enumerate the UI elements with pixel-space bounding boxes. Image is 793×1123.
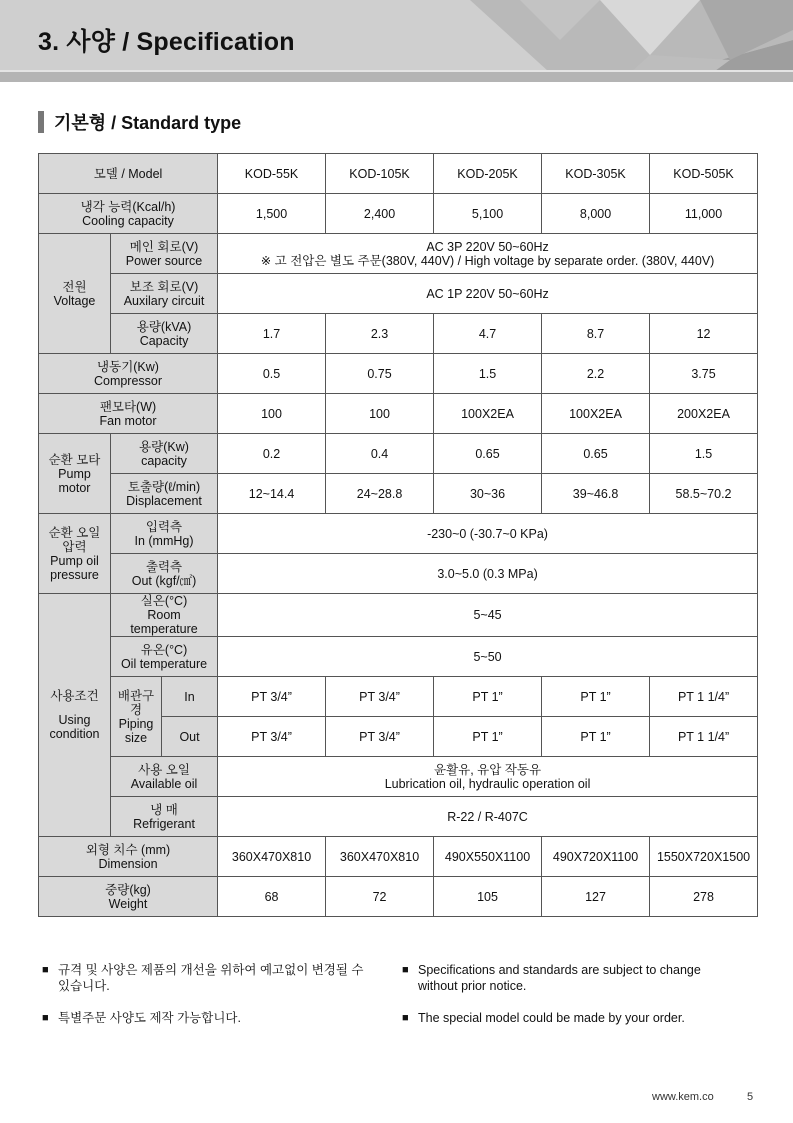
- room-temp-label-en2: temperature: [130, 622, 198, 636]
- note-en-1-line1: Specifications and standards are subject to change: [418, 963, 701, 977]
- note-ko-2: [42, 1010, 372, 1026]
- weight-cell: 105: [434, 877, 542, 917]
- note-ko-1-text: [58, 962, 364, 994]
- model-cell: KOD-205K: [434, 154, 542, 194]
- available-oil-label-ko: 사용 오일: [138, 762, 190, 777]
- compressor-cell: 3.75: [650, 354, 758, 394]
- bullet-icon: ■: [402, 964, 409, 976]
- piping-in-label: In: [162, 677, 218, 717]
- voltage-label-ko: 전원: [62, 279, 87, 294]
- compressor-label-en: Compressor: [93, 373, 163, 388]
- available-oil-label-en: Available oil: [130, 776, 198, 791]
- spec-table: [38, 153, 758, 917]
- pressure-out-value: 3.0~5.0 (0.3 MPa): [218, 554, 758, 594]
- table-row-pump-pressure-out: [39, 554, 758, 594]
- section-marker: [38, 111, 44, 133]
- pump-capacity-label-en: capacity: [141, 453, 187, 468]
- section-title: 기본형 / Standard type: [54, 113, 242, 133]
- dimension-cell: 360X470X810: [218, 837, 326, 877]
- available-oil-value-en: Lubrication oil, hydraulic operation oil: [384, 776, 591, 791]
- pressure-in-label-ko: 입력측: [145, 519, 183, 534]
- note-en-1-text: [418, 962, 701, 994]
- dimension-label: [39, 837, 218, 877]
- table-row-cooling: [39, 194, 758, 234]
- compressor-cell: 2.2: [542, 354, 650, 394]
- fan-motor-cell: 200X2EA: [650, 394, 758, 434]
- pump-motor-label-en2: motor: [58, 480, 91, 495]
- bullet-icon: ■: [42, 964, 49, 976]
- refrigerant-label: [111, 797, 218, 837]
- room-temp-label: [111, 594, 218, 637]
- power-source-label-ko: 메인 회로(V): [129, 239, 199, 254]
- pump-pressure-label-en2: pressure: [50, 567, 99, 582]
- pump-motor-label-ko: 순환 모타: [48, 452, 101, 467]
- capacity-kva-cell: 12: [650, 314, 758, 354]
- power-source-value-line2: ※ 고 전압은 별도 주문(380V, 440V) / High voltage by separate order. (380V, 440V): [260, 253, 715, 268]
- note-en-2: [402, 1010, 742, 1026]
- condition-label-ko: 사용조건: [50, 689, 99, 703]
- power-source-label: [111, 234, 218, 274]
- capacity-kva-cell: 8.7: [542, 314, 650, 354]
- pressure-in-label: [111, 514, 218, 554]
- compressor-cell: 0.75: [326, 354, 434, 394]
- table-row-compressor: [39, 354, 758, 394]
- aux-circuit-label: [111, 274, 218, 314]
- dimension-cell: 360X470X810: [326, 837, 434, 877]
- table-row-pump-pressure-in: [39, 514, 758, 554]
- capacity-kva-cell: 1.7: [218, 314, 326, 354]
- model-cell: KOD-105K: [326, 154, 434, 194]
- aux-circuit-value: AC 1P 220V 50~60Hz: [218, 274, 758, 314]
- weight-cell: 72: [326, 877, 434, 917]
- pump-capacity-cell: 0.2: [218, 434, 326, 474]
- compressor-label-ko: 냉동기(Kw): [97, 359, 159, 374]
- oil-temp-label-ko: 유온(°C): [140, 642, 188, 657]
- piping-label-ko: 배관구경: [117, 688, 155, 717]
- piping-in-cell: PT 1”: [434, 677, 542, 717]
- dimension-cell: 490X550X1100: [434, 837, 542, 877]
- pump-displacement-label-ko: 토출량(ℓ/min): [127, 479, 201, 494]
- model-cell: KOD-505K: [650, 154, 758, 194]
- dimension-label-ko: 외형 치수 (mm): [85, 842, 171, 857]
- dimension-label-en: Dimension: [98, 856, 158, 871]
- available-oil-value-ko: 윤활유, 유압 작동유: [434, 762, 542, 777]
- weight-label-ko: 중량(kg): [105, 882, 151, 897]
- table-row-pump-displacement: [39, 474, 758, 514]
- pump-motor-label-en1: Pump: [58, 466, 91, 481]
- note-en-2-text: The special model could be made by your order.: [418, 1011, 685, 1025]
- weight-label: [39, 877, 218, 917]
- pump-capacity-cell: 0.65: [434, 434, 542, 474]
- fan-motor-cell: 100X2EA: [434, 394, 542, 434]
- condition-group-label: [39, 594, 111, 837]
- table-row-pump-capacity: [39, 434, 758, 474]
- cooling-cell: 2,400: [326, 194, 434, 234]
- header-banner: [0, 0, 793, 82]
- cooling-cell: 5,100: [434, 194, 542, 234]
- pressure-in-value: -230~0 (-30.7~0 KPa): [218, 514, 758, 554]
- power-source-value-line1: AC 3P 220V 50~60Hz: [426, 239, 549, 254]
- refrigerant-label-en: Refrigerant: [133, 816, 195, 831]
- fan-motor-label: [39, 394, 218, 434]
- cooling-cell: 11,000: [650, 194, 758, 234]
- compressor-label: [39, 354, 218, 394]
- piping-out-cell: PT 1 1/4”: [650, 717, 758, 757]
- piping-size-label: [111, 677, 162, 757]
- piping-label-en1: Piping: [118, 716, 154, 731]
- bullet-icon: ■: [42, 1012, 49, 1024]
- note-ko-1: [42, 962, 372, 994]
- pressure-out-label: [111, 554, 218, 594]
- table-row-model: [39, 154, 758, 194]
- capacity-kva-cell: 2.3: [326, 314, 434, 354]
- piping-in-cell: PT 3/4”: [218, 677, 326, 717]
- cooling-label: [39, 194, 218, 234]
- cooling-label-en: Cooling capacity: [82, 213, 174, 228]
- pump-displacement-cell: 30~36: [434, 474, 542, 514]
- page-title: 3. 사양 / Specification: [38, 28, 295, 56]
- piping-in-cell: PT 1 1/4”: [650, 677, 758, 717]
- note-en-1: [402, 962, 742, 994]
- piping-out-cell: PT 1”: [542, 717, 650, 757]
- oil-temp-label: [111, 637, 218, 677]
- pump-displacement-cell: 24~28.8: [326, 474, 434, 514]
- power-source-label-en: Power source: [125, 253, 203, 268]
- condition-label-en2: condition: [49, 727, 100, 741]
- piping-out-cell: PT 3/4”: [218, 717, 326, 757]
- table-row-refrigerant: [39, 797, 758, 837]
- pressure-out-label-en: Out (kgf/㎠): [131, 573, 197, 588]
- fan-motor-cell: 100: [326, 394, 434, 434]
- refrigerant-label-ko: 냉 매: [150, 802, 178, 817]
- table-row-oil-temp: [39, 637, 758, 677]
- bullet-icon: ■: [402, 1012, 409, 1024]
- dimension-cell: 1550X720X1500: [650, 837, 758, 877]
- table-row-piping-in: [39, 677, 758, 717]
- pump-motor-group-label: [39, 434, 111, 514]
- pump-displacement-cell: 39~46.8: [542, 474, 650, 514]
- fan-motor-label-en: Fan motor: [99, 413, 157, 428]
- piping-out-cell: PT 3/4”: [326, 717, 434, 757]
- weight-label-en: Weight: [108, 896, 148, 911]
- note-ko-2-text: 특별주문 사양도 제작 가능합니다.: [58, 1011, 241, 1025]
- piping-out-label: Out: [162, 717, 218, 757]
- pump-capacity-label: [111, 434, 218, 474]
- table-row-aux-circuit: [39, 274, 758, 314]
- available-oil-value: [218, 757, 758, 797]
- pressure-out-label-ko: 출력측: [145, 559, 183, 574]
- room-temp-label-ko: 실온(°C): [140, 594, 188, 608]
- pump-displacement-label-en: Displacement: [126, 493, 202, 508]
- power-source-value: [218, 234, 758, 274]
- voltage-group-label: [39, 234, 111, 354]
- cooling-label-ko: 냉각 능력(Kcal/h): [80, 199, 176, 214]
- piping-label-en2: size: [124, 730, 148, 745]
- available-oil-label: [111, 757, 218, 797]
- pump-displacement-label: [111, 474, 218, 514]
- table-row-available-oil: [39, 757, 758, 797]
- page-number: 5: [747, 1091, 754, 1103]
- capacity-kva-label-en: Capacity: [139, 333, 189, 348]
- aux-circuit-label-ko: 보조 회로(V): [129, 279, 199, 294]
- pump-capacity-label-ko: 용량(Kw): [139, 439, 189, 454]
- table-row-dimension: [39, 837, 758, 877]
- pump-pressure-label-ko: 순환 오일 압력: [48, 525, 101, 554]
- note-en-1-line2: without prior notice.: [418, 979, 527, 993]
- pump-displacement-cell: 58.5~70.2: [650, 474, 758, 514]
- piping-out-cell: PT 1”: [434, 717, 542, 757]
- fan-motor-cell: 100: [218, 394, 326, 434]
- room-temp-value: 5~45: [218, 594, 758, 637]
- oil-temp-label-en: Oil temperature: [120, 656, 208, 671]
- piping-in-cell: PT 1”: [542, 677, 650, 717]
- voltage-label-en: Voltage: [53, 293, 96, 308]
- model-label: 모델 / Model: [39, 154, 218, 194]
- capacity-kva-cell: 4.7: [434, 314, 542, 354]
- capacity-kva-label: [111, 314, 218, 354]
- fan-motor-cell: 100X2EA: [542, 394, 650, 434]
- compressor-cell: 0.5: [218, 354, 326, 394]
- fan-motor-label-ko: 팬모타(W): [99, 399, 157, 414]
- note-ko-1-line2: 있습니다.: [58, 979, 110, 993]
- model-cell: KOD-55K: [218, 154, 326, 194]
- capacity-kva-label-ko: 용량(kVA): [136, 319, 192, 334]
- note-ko-1-line1: 규격 및 사양은 제품의 개선을 위하여 예고없이 변경될 수: [58, 963, 364, 977]
- weight-cell: 127: [542, 877, 650, 917]
- aux-circuit-label-en: Auxilary circuit: [123, 293, 205, 308]
- oil-temp-value: 5~50: [218, 637, 758, 677]
- section-heading: [38, 111, 241, 133]
- weight-cell: 278: [650, 877, 758, 917]
- table-row-capacity-kva: [39, 314, 758, 354]
- room-temp-label-en1: Room: [147, 608, 181, 622]
- weight-cell: 68: [218, 877, 326, 917]
- dimension-cell: 490X720X1100: [542, 837, 650, 877]
- piping-in-cell: PT 3/4”: [326, 677, 434, 717]
- pump-capacity-cell: 1.5: [650, 434, 758, 474]
- table-row-fan-motor: [39, 394, 758, 434]
- pump-capacity-cell: 0.65: [542, 434, 650, 474]
- pump-pressure-label-en1: Pump oil: [50, 553, 99, 568]
- compressor-cell: 1.5: [434, 354, 542, 394]
- condition-label-en1: Using: [58, 713, 91, 727]
- pump-capacity-cell: 0.4: [326, 434, 434, 474]
- table-row-weight: [39, 877, 758, 917]
- table-row-room-temp: [39, 594, 758, 637]
- table-row-power-source: [39, 234, 758, 274]
- pump-pressure-group-label: [39, 514, 111, 594]
- refrigerant-value: R-22 / R-407C: [218, 797, 758, 837]
- pressure-in-label-en: In (mmHg): [134, 533, 194, 548]
- pump-displacement-cell: 12~14.4: [218, 474, 326, 514]
- cooling-cell: 8,000: [542, 194, 650, 234]
- model-cell: KOD-305K: [542, 154, 650, 194]
- cooling-cell: 1,500: [218, 194, 326, 234]
- footer-website: www.kem.co: [652, 1091, 714, 1103]
